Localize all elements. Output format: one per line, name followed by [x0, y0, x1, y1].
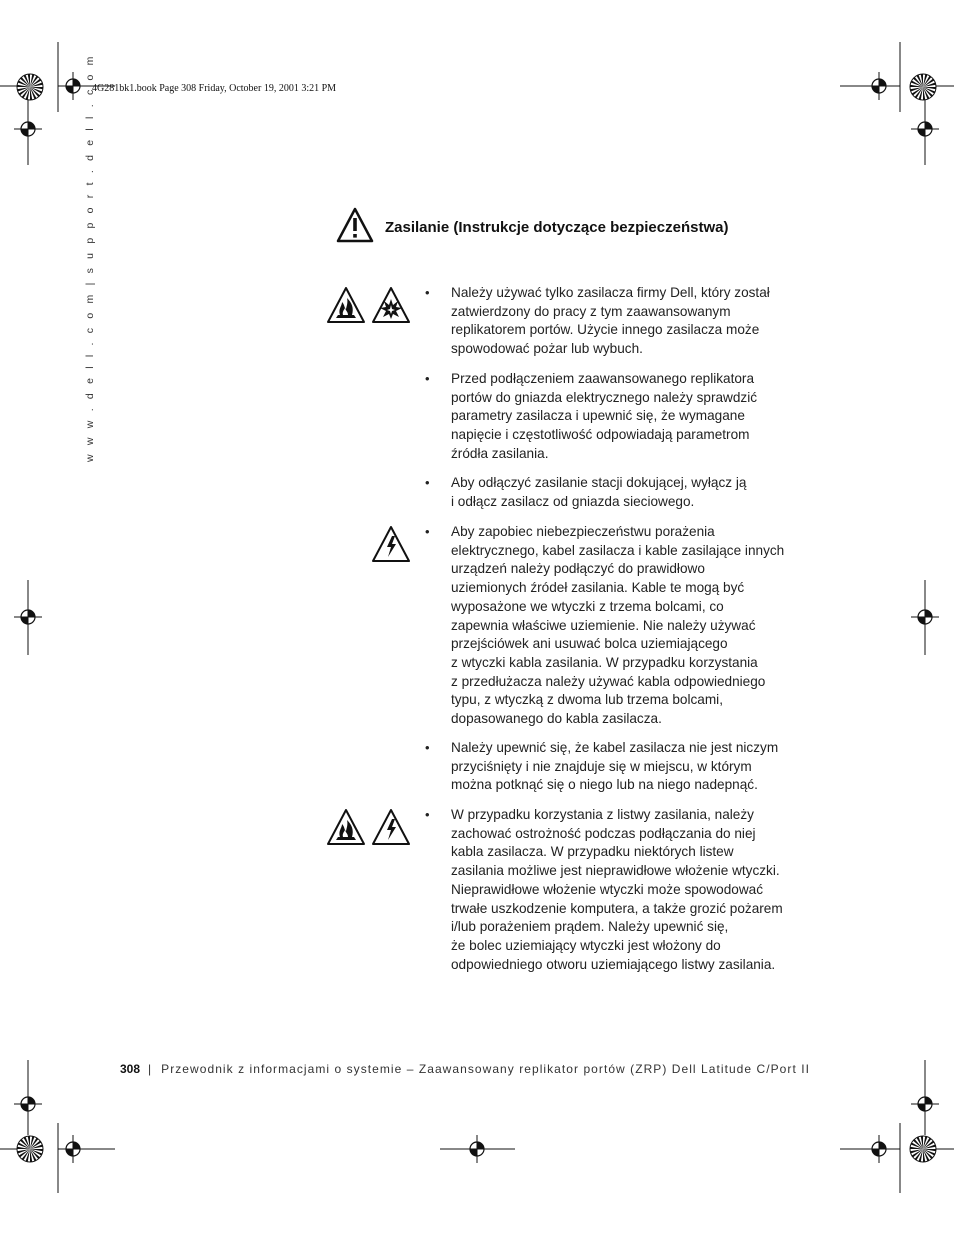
fire-hazard-icon	[326, 808, 366, 846]
bullet-marker: •	[425, 371, 430, 386]
registration-crosshair	[911, 1090, 939, 1118]
bullet-text: Przed podłączeniem zaawansowanego replikatora portów do gniazda elektrycznego należy sprawdzić parametry zasilacza i upewnić się, że wymagane napięcie i częstotliwość odpowiadają parametrom źródła zasilania.	[451, 371, 758, 461]
registration-starburst	[910, 74, 936, 100]
electric-shock-icon	[371, 808, 411, 846]
registration-crosshair	[911, 603, 939, 631]
registration-crosshair	[59, 1135, 87, 1163]
registration-starburst	[910, 1136, 936, 1162]
bullet-text: Należy używać tylko zasilacza firmy Dell, który został zatwierdzony do pracy z tym zaawansowanym replikatorem portów. Użycie innego zasilacza może spowodować pożar lub wybuch.	[451, 285, 770, 357]
page-number: 308	[120, 1062, 141, 1076]
bullet-text: W przypadku korzystania z listwy zasilania, należy zachować ostrożność podczas podłączania do niej kabla zasilacza. W przypadku niektórych listew zasilania możliwe jest nieprawidłowe włożenie wtyczki. Nieprawidłowe włożenie wtyczki może spowodować trwałe uszkodzenie komputera, a także grozić pożarem i/lub porażeniem prądem. Należy upewnić się, że bolec uziemiający wtyczki jest włożony do odpowiedniego otworu uziemiającego listwy zasilania.	[451, 807, 783, 972]
bullet-text: Aby odłączyć zasilanie stacji dokującej, wyłącz ją i odłącz zasilacz od gniazda sieciowego.	[451, 475, 747, 509]
registration-crosshair	[14, 603, 42, 631]
bullet-text: Aby zapobiec niebezpieczeństwu porażenia elektrycznego, kabel zasilacza i kable zasilające innych urządzeń należy podłączyć do prawidłowo uziemionych źródeł zasilania. Kable te mogą być wyposażone we wtyczki z trzema bolcami, co zapewnia właściwe uziemienie. Nie należy używać przejściówek ani usuwać bolca uziemiającego z wtyczki kabla zasilania. W przypadku korzystania z przedłużacza należy używać kabla odpowiedniego typu, z wtyczką z dwoma lub trzema bolcami, dopasowanego do kabla zasilacza.	[451, 524, 785, 727]
bullet-marker: •	[425, 524, 430, 539]
registration-crosshair	[14, 115, 42, 143]
registration-crosshair	[865, 1135, 893, 1163]
registration-crosshair	[59, 72, 87, 100]
footer-separator: |	[148, 1062, 152, 1076]
registration-crosshair	[911, 115, 939, 143]
bullet-marker: •	[425, 807, 430, 822]
explosion-hazard-icon	[371, 286, 411, 324]
footer-title: Przewodnik z informacjami o systemie – Zaawansowany replikator portów (ZRP) Dell Latitude C/Port II	[161, 1062, 810, 1076]
bullet-marker: •	[425, 285, 430, 300]
side-url: w w w . d e l l . c o m | s u p p o r t . d e l l . c o m	[84, 53, 96, 462]
section-title: Zasilanie (Instrukcje dotyczące bezpieczeństwa)	[385, 219, 729, 236]
electric-shock-icon	[371, 525, 411, 563]
page-footer	[120, 1062, 810, 1076]
registration-starburst	[17, 1136, 43, 1162]
bullet-marker: •	[425, 740, 430, 755]
warning-triangle-icon	[336, 207, 374, 243]
bullet-marker: •	[425, 475, 430, 490]
bullet-text: Należy upewnić się, że kabel zasilacza nie jest niczym przyciśnięty i nie znajduje się w miejscu, w którym można potknąć się o niego lub na niego nadepnąć.	[451, 740, 779, 793]
registration-crosshair	[865, 72, 893, 100]
registration-crosshair	[463, 1135, 491, 1163]
registration-crosshair	[14, 1090, 42, 1118]
fire-hazard-icon	[326, 286, 366, 324]
file-header: 4G281bk1.book Page 308 Friday, October 19, 2001 3:21 PM	[92, 83, 337, 94]
registration-starburst	[17, 74, 43, 100]
